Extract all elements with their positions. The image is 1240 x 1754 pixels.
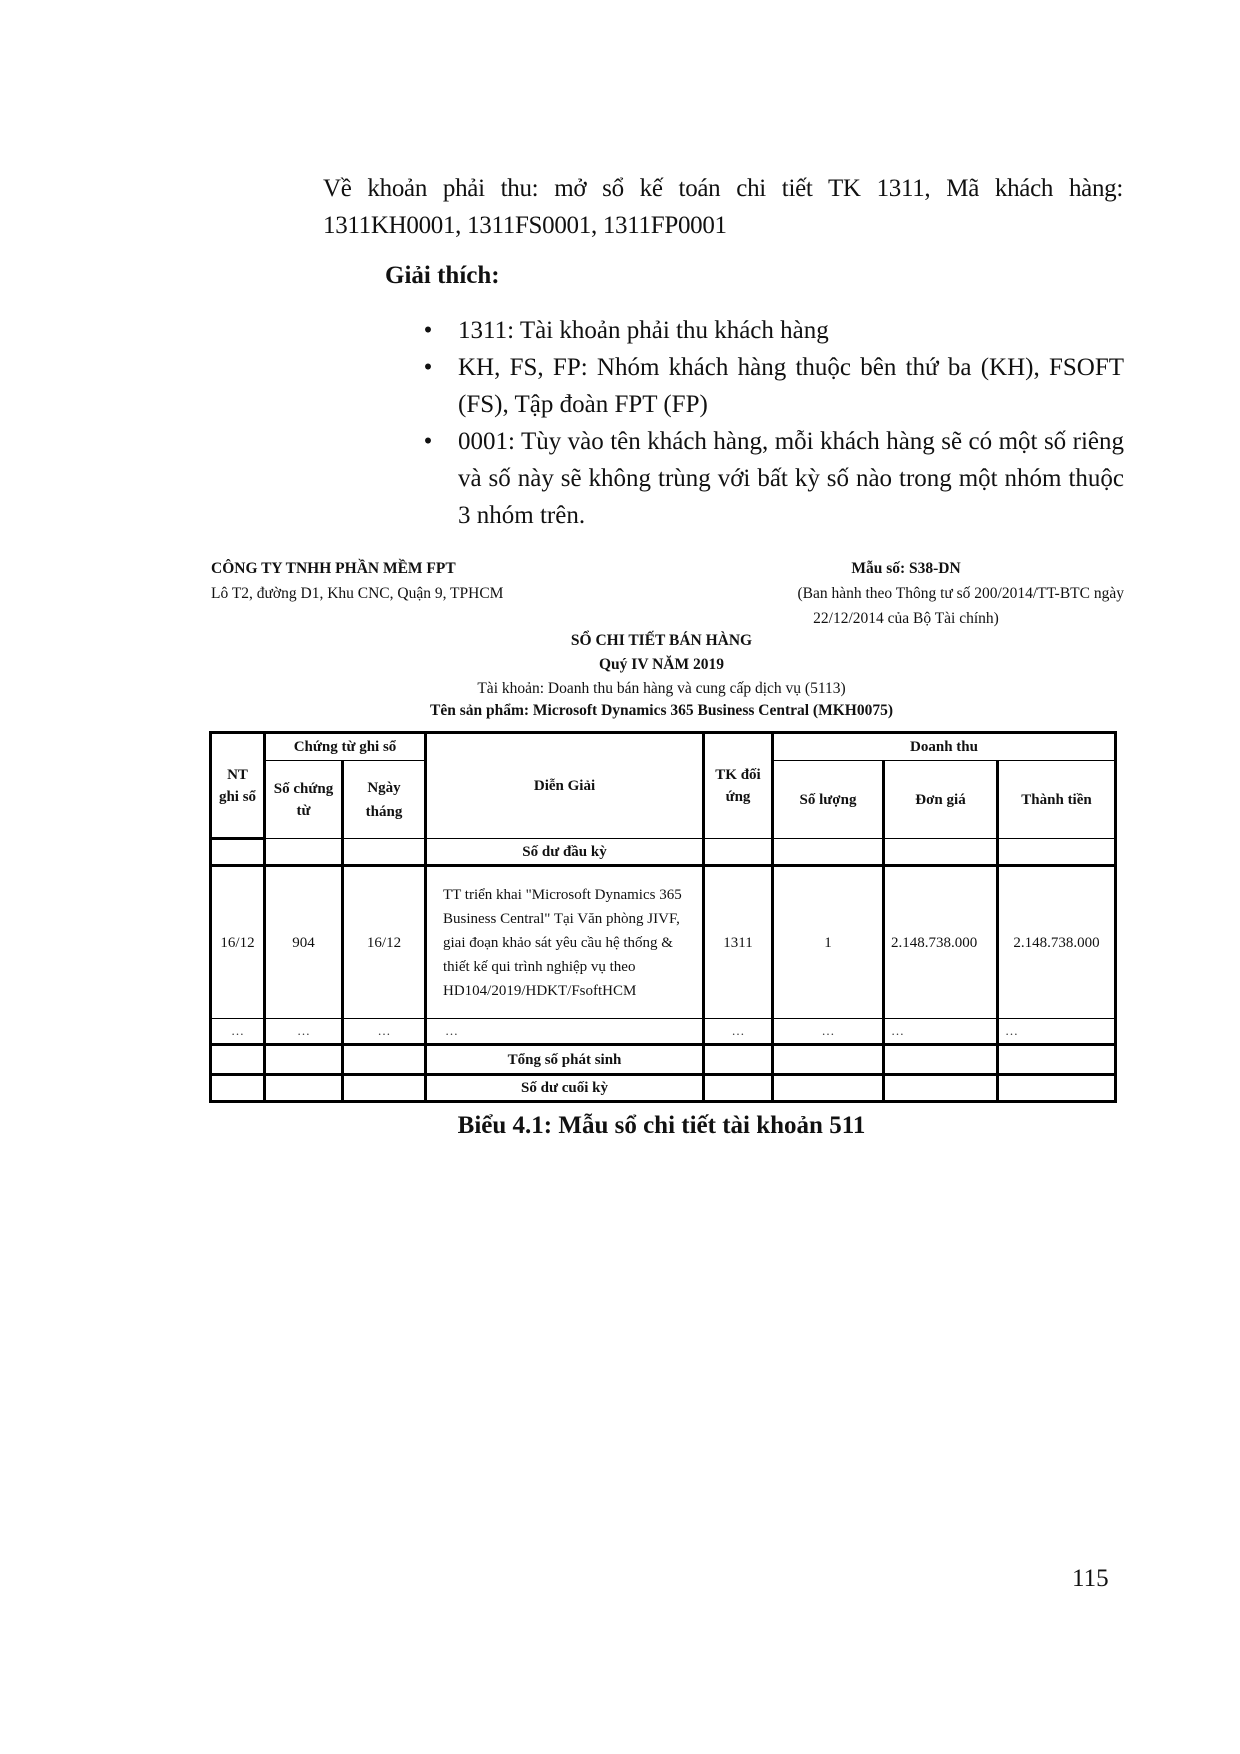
header-so-luong: Số lượng (773, 761, 884, 839)
cell-empty (265, 1075, 343, 1102)
ledger-account: Tài khoản: Doanh thu bán hàng và cung cấp dịch vụ (5113) (477, 680, 846, 697)
cell-empty (343, 1075, 426, 1102)
bullet-icon: • (423, 428, 433, 455)
cell-thanh-tien: 2.148.738.000 (998, 866, 1116, 1019)
opening-balance-label: Số dư đầu kỳ (426, 839, 704, 866)
header-tk-doi-ung: TK đối ứng (704, 733, 773, 839)
form-note-line-1: (Ban hành theo Thông tư số 200/2014/TT-BTC ngày (797, 585, 1124, 602)
cell-empty (998, 1045, 1116, 1075)
header-thanh-tien: Thành tiền (998, 761, 1116, 839)
cell-ellipsis: … (884, 1019, 998, 1045)
ledger-product: Tên sản phẩm: Microsoft Dynamics 365 Business Central (MKH0075) (430, 702, 893, 719)
table-row (211, 866, 1116, 1019)
header-dien-giai: Diễn Giải (426, 733, 704, 839)
cell-empty (265, 1045, 343, 1075)
cell-don-gia: 2.148.738.000 (884, 866, 998, 1019)
ledger-period: Quý IV NĂM 2019 (598, 656, 724, 673)
cell-so-chung-tu: 904 (265, 866, 343, 1019)
form-number: Mẫu số: S38-DN (851, 560, 961, 577)
table-header-row (211, 733, 1116, 761)
list-item-text: 1311: Tài khoản phải thu khách hàng (458, 317, 829, 344)
cell-ngay-thang: 16/12 (343, 866, 426, 1019)
bullet-icon: • (423, 354, 433, 381)
cell-empty (884, 1075, 998, 1102)
bullet-icon: • (423, 317, 433, 344)
cell-so-luong: 1 (773, 866, 884, 1019)
company-name: CÔNG TY TNHH PHẦN MỀM FPT (211, 560, 456, 577)
cell-empty (265, 839, 343, 866)
list-item (418, 312, 1124, 349)
figure-caption: Biểu 4.1: Mẫu sổ chi tiết tài khoản 511 (457, 1112, 866, 1139)
cell-empty (704, 839, 773, 866)
cell-empty (773, 1075, 884, 1102)
header-doanh-thu-group: Doanh thu (773, 733, 1116, 761)
ledger-title-block (209, 629, 1114, 721)
header-ngay-thang: Ngày tháng (343, 761, 426, 839)
header-don-gia: Đơn giá (884, 761, 998, 839)
cell-empty (773, 839, 884, 866)
cell-ellipsis: … (773, 1019, 884, 1045)
list-item-text: KH, FS, FP: Nhóm khách hàng thuộc bên thứ ba (KH), FSOFT (FS), Tập đoàn FPT (FP) (458, 354, 1124, 418)
table-row-closing-balance (211, 1075, 1116, 1102)
cell-tk-doi-ung: 1311 (704, 866, 773, 1019)
cell-ellipsis: … (211, 1019, 265, 1045)
cell-empty (998, 839, 1116, 866)
list-item (418, 349, 1124, 423)
ledger-title: SỔ CHI TIẾT BÁN HÀNG (570, 632, 753, 649)
cell-empty (343, 1045, 426, 1075)
total-label: Tổng số phát sinh (426, 1045, 704, 1075)
cell-empty (704, 1045, 773, 1075)
company-address: Lô T2, đường D1, Khu CNC, Quận 9, TPHCM (211, 585, 504, 602)
explanation-list (418, 312, 1124, 534)
header-nt-ghi-so: NT ghi sổ (211, 733, 265, 839)
cell-nt-ghi-so: 16/12 (211, 866, 265, 1019)
cell-ellipsis: … (265, 1019, 343, 1045)
table-row-total (211, 1045, 1116, 1075)
list-item-text: 0001: Tùy vào tên khách hàng, mỗi khách hàng sẽ có một số riêng và số này sẽ không trùng với bất kỳ số nào trong một nhóm thuộc 3 nhóm trên. (458, 428, 1124, 529)
intro-line-1: Về khoản phải thu: mở sổ kế toán chi tiết TK 1311, Mã khách hàng: (323, 175, 1123, 202)
cell-empty (704, 1075, 773, 1102)
table-row-opening-balance (211, 839, 1116, 866)
page-number: 115 (1072, 1565, 1109, 1592)
cell-empty (211, 1045, 265, 1075)
cell-empty (211, 839, 265, 866)
list-item (418, 423, 1124, 534)
closing-balance-label: Số dư cuối kỳ (426, 1075, 704, 1102)
sales-ledger-table (209, 731, 1117, 1103)
header-so-chung-tu: Số chứng từ (265, 761, 343, 839)
intro-line-2: 1311KH0001, 1311FS0001, 1311FP0001 (323, 212, 727, 239)
form-note-line-2: 22/12/2014 của Bộ Tài chính) (813, 610, 999, 627)
cell-empty (343, 839, 426, 866)
cell-ellipsis: … (998, 1019, 1116, 1045)
explanation-heading: Giải thích: (385, 262, 500, 289)
cell-empty (884, 1045, 998, 1075)
cell-ellipsis: … (343, 1019, 426, 1045)
cell-empty (998, 1075, 1116, 1102)
cell-empty (211, 1075, 265, 1102)
cell-ellipsis: … (704, 1019, 773, 1045)
cell-dien-giai: TT triển khai "Microsoft Dynamics 365 Business Central" Tại Văn phòng JIVF, giai đoạn khảo sát yêu cầu hệ thống & thiết kế qui trình nghiệp vụ theo HD104/2019/HDKT/FsoftHCM (426, 866, 704, 1019)
cell-empty (773, 1045, 884, 1075)
header-chung-tu-group: Chứng từ ghi sổ (265, 733, 426, 761)
cell-empty (884, 839, 998, 866)
cell-ellipsis: … (426, 1019, 704, 1045)
table-row-ellipsis (211, 1019, 1116, 1045)
